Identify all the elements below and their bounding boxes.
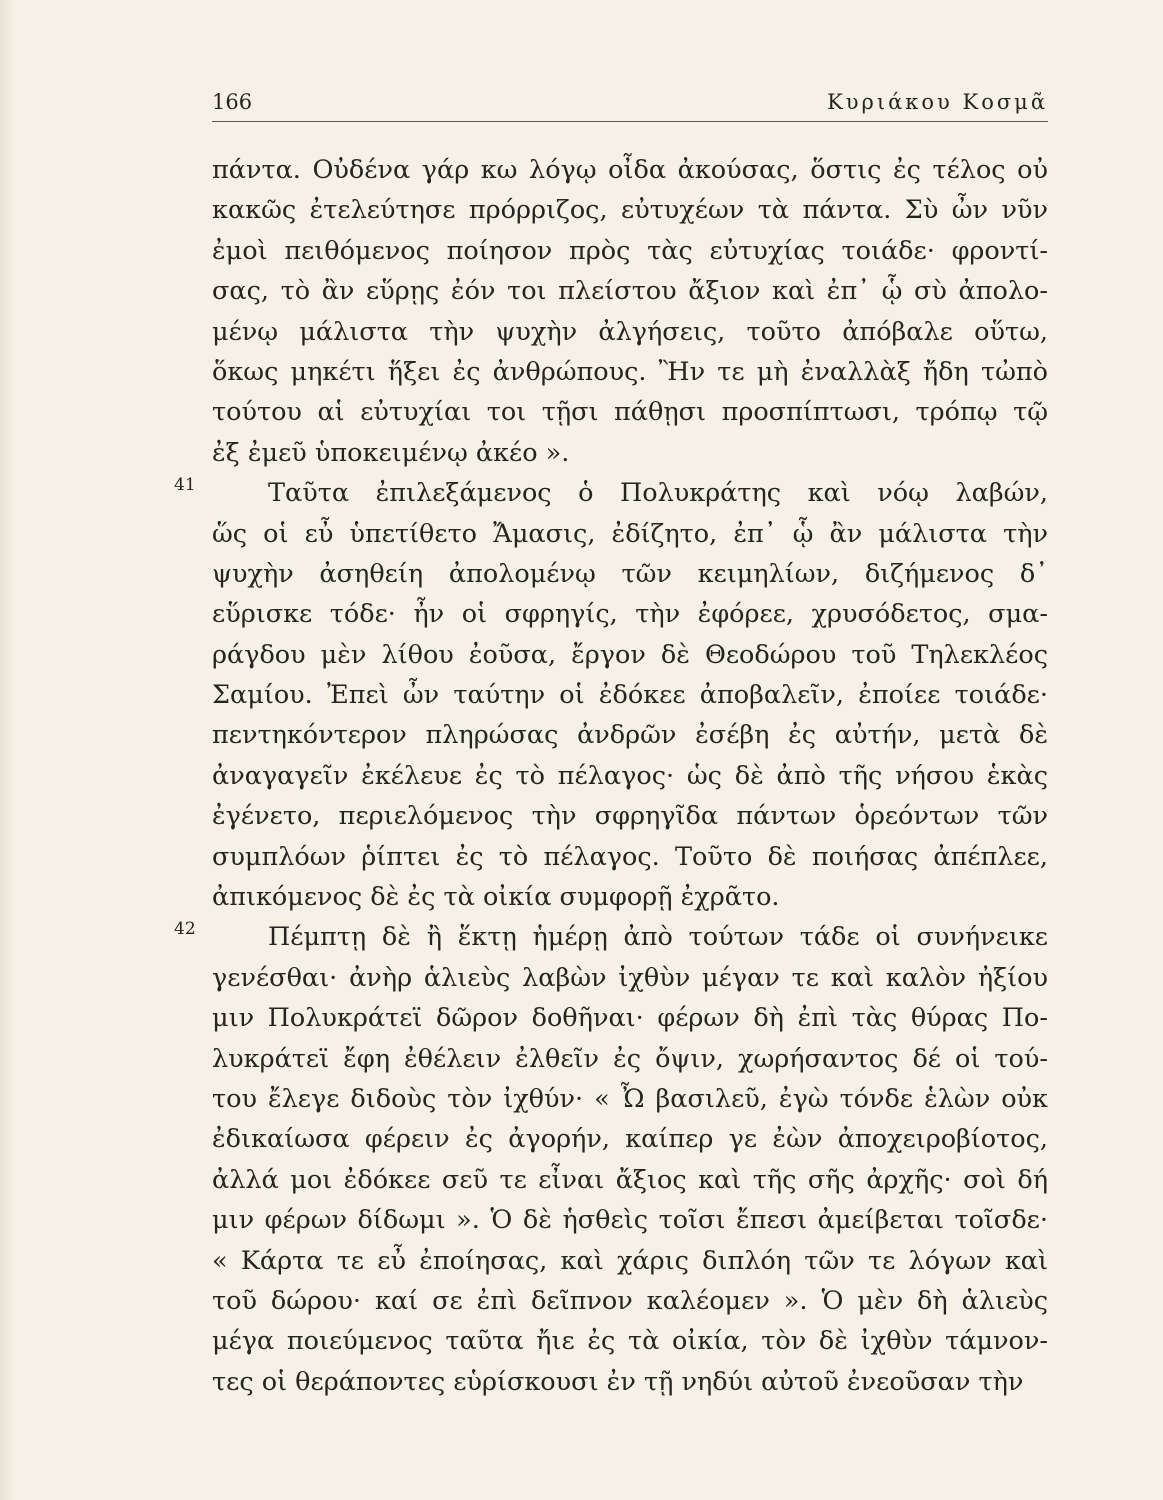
text-line: γενέσθαι· ἀνὴρ ἁλιεὺς λαβὼν ἰχθὺν μέγαν τε καὶ καλὸν ἠξίου bbox=[212, 962, 1048, 993]
page-number: 166 bbox=[212, 90, 253, 114]
page-header bbox=[212, 88, 1048, 122]
text-line: κακῶς ἐτελεύτησε πρόρριζος, εὐτυχέων τὰ πάντα. Σὺ ὦν νῦν bbox=[212, 195, 1048, 226]
text-line: μέγα ποιεύμενος ταῦτα ἤιε ἐς τὰ οἰκία, τὸν δὲ ἰχθὺν τάμνον- bbox=[212, 1326, 1048, 1357]
text-line: ἀλλά μοι ἐδόκεε σεῦ τε εἶναι ἄξιος καὶ τῆς σῆς ἀρχῆς· σοὶ δή bbox=[212, 1164, 1048, 1195]
text-line: ὅκως μηκέτι ἥξει ἐς ἀνθρώπους. Ἢν τε μὴ ἐναλλὰξ ἤδη τὠπὸ bbox=[212, 356, 1048, 387]
text-line: ράγδου μὲν λίθου ἐοῦσα, ἔργον δὲ Θεοδώρου τοῦ Τηλεκλέος bbox=[212, 639, 1048, 670]
text-line: εὕρισκε τόδε· ἦν οἱ σφρηγίς, τὴν ἐφόρεε, χρυσόδετος, σμα- bbox=[212, 599, 1048, 630]
text-line: μιν φέρων δίδωμι ». Ὁ δὲ ἡσθεὶς τοῖσι ἔπεσι ἀμείβεται τοῖσδε· bbox=[212, 1205, 1048, 1236]
header-rule bbox=[212, 121, 1048, 122]
text-line: πεντηκόντερον πληρώσας ἀνδρῶν ἐσέβη ἐς αὐτήν, μετὰ δὲ bbox=[212, 720, 1048, 751]
text-line: ἐγένετο, περιελόμενος τὴν σφρηγῖδα πάντων ὁρεόντων τῶν bbox=[212, 801, 1048, 832]
text-line: τοῦ δώρου· καί σε ἐπὶ δεῖπνον καλέομεν ». Ὁ μὲν δὴ ἁλιεὺς bbox=[212, 1285, 1048, 1316]
running-head: Κυριάκου Κοσμᾶ bbox=[827, 90, 1048, 114]
text-line: ἐμοὶ πειθόμενος ποίησον πρὸς τὰς εὐτυχίας τοιάδε· φροντί- bbox=[212, 235, 1048, 266]
section-number: 42 bbox=[174, 919, 196, 940]
text-line: Πέμπτῃ δὲ ἢ ἕκτῃ ἡμέρῃ ἀπὸ τούτων τάδε οἱ συνήνεικε 42 bbox=[212, 917, 1048, 957]
text-line: συμπλόων ῥίπτει ἐς τὸ πέλαγος. Τοῦτο δὲ ποιήσας ἀπέπλεε, bbox=[212, 841, 1048, 872]
text-line: σας, τὸ ἂν εὕρῃς ἐόν τοι πλείστου ἄξιον καὶ ἐπ᾽ ᾧ σὺ ἀπολο- bbox=[212, 276, 1048, 307]
text-line: ἀναγαγεῖν ἐκέλευε ἐς τὸ πέλαγος· ὡς δὲ ἀπὸ τῆς νήσου ἑκὰς bbox=[212, 760, 1048, 791]
text-line: τούτου αἱ εὐτυχίαι τοι τῇσι πάθῃσι προσπίπτωσι, τρόπῳ τῷ bbox=[212, 397, 1048, 428]
text-line: ψυχὴν ἀσηθείη ἀπολομένῳ τῶν κειμηλίων, διζήμενος δ᾽ bbox=[212, 558, 1048, 589]
text-line: ἐξ ἐμεῦ ὑποκειμένῳ ἀκέο ». bbox=[212, 437, 570, 468]
text-line: ὥς οἱ εὖ ὑπετίθετο Ἄμασις, ἐδίζητο, ἐπ᾽ ᾧ ἂν μάλιστα τὴν bbox=[212, 518, 1048, 549]
text-line: τες οἱ θεράποντες εὑρίσκουσι ἐν τῇ νηδύι αὐτοῦ ἐνεοῦσαν τὴν bbox=[212, 1366, 1024, 1397]
text-line: μένῳ μάλιστα τὴν ψυχὴν ἀλγήσεις, τοῦτο ἀπόβαλε οὕτω, bbox=[212, 316, 1048, 347]
text-line: ἀπικόμενος δὲ ἐς τὰ οἰκία συμφορῇ ἐχρᾶτο. bbox=[212, 882, 780, 913]
page-edge-shadow bbox=[0, 0, 14, 1500]
body-text bbox=[174, 150, 1048, 1402]
text-line: μιν Πολυκράτεϊ δῶρον δοθῆναι· φέρων δὴ ἐπὶ τὰς θύρας Πο- bbox=[212, 1003, 1048, 1034]
text-line: « Κάρτα τε εὖ ἐποίησας, καὶ χάρις διπλόη τῶν τε λόγων καὶ bbox=[212, 1245, 1048, 1276]
text-line: του ἔλεγε διδοὺς τὸν ἰχθύν· « Ὦ βασιλεῦ, ἐγὼ τόνδε ἑλὼν οὐκ bbox=[212, 1083, 1048, 1114]
section-number: 41 bbox=[174, 475, 196, 496]
text-line: λυκράτεϊ ἔφη ἐθέλειν ἐλθεῖν ἐς ὄψιν, χωρήσαντος δέ οἱ τού- bbox=[212, 1043, 1048, 1074]
text-line: πάντα. Οὐδένα γάρ κω λόγῳ οἶδα ἀκούσας, ὅστις ἐς τέλος οὐ bbox=[212, 155, 1048, 185]
text-line: ἐδικαίωσα φέρειν ἐς ἀγορήν, καίπερ γε ἐὼν ἀποχειροβίοτος, bbox=[212, 1124, 1048, 1155]
text-line: Σαμίου. Ἐπεὶ ὦν ταύτην οἱ ἐδόκεε ἀποβαλεῖν, ἐποίεε τοιάδε· bbox=[212, 680, 1048, 711]
text-line: Ταῦτα ἐπιλεξάμενος ὁ Πολυκράτης καὶ νόῳ λαβών, 41 bbox=[212, 473, 1048, 513]
